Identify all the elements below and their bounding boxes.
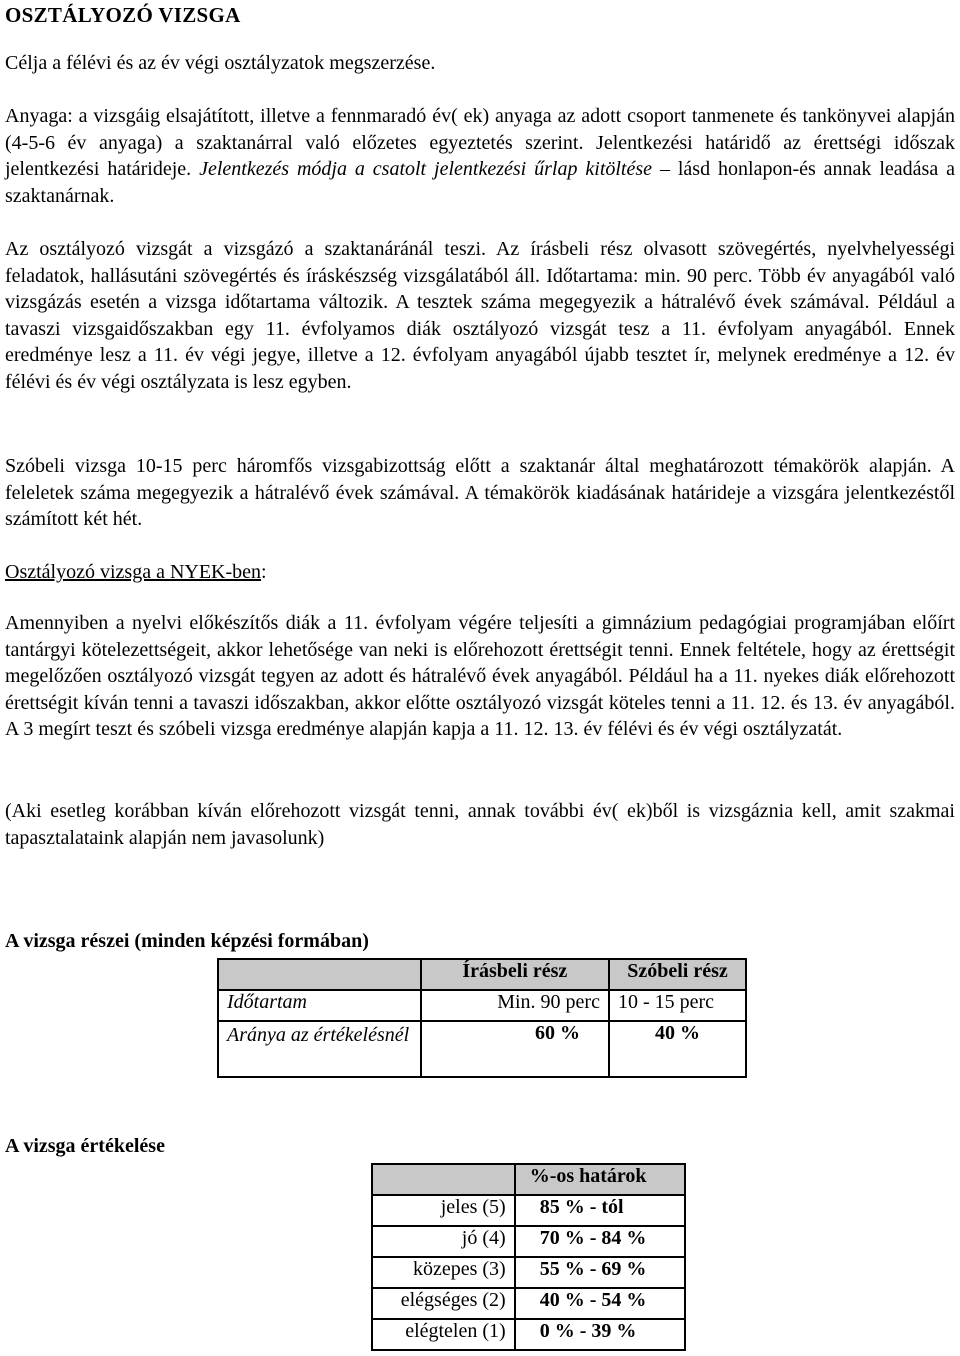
grade-range: 55 % - 69 % bbox=[515, 1257, 685, 1288]
table-row bbox=[218, 959, 746, 990]
grade-label: jó (4) bbox=[372, 1226, 515, 1257]
written-paragraph: Az osztályozó vizsgát a vizsgázó a szaktanáránál teszi. Az írásbeli rész olvasott szövegértés, nyelvhelyességi feladatok, hallásutáni szövegértés és íráskészség vizsgálatából áll. Időtartama: min. 90 perc. Több év anyagából való vizsgázás esetén a vizsga időtartama változik. A tesztek száma megegyezik a hátralévő évek számával. Például a tavaszi vizsgaidőszakban egy 11. évfolyamos diák osztályozó vizsgát tesz a 11. évfolyam anyagából. Ennek eredménye lesz a 11. év végi jegye, illetve a 12. évfolyam anyagából újabb tesztet ír, melynek eredménye a 12. év félévi és év végi osztályzata is lesz egyben. bbox=[5, 238, 955, 393]
table-row bbox=[372, 1257, 685, 1288]
table-row bbox=[372, 1195, 685, 1226]
table-row bbox=[218, 1021, 746, 1077]
grade-label: közepes (3) bbox=[372, 1257, 515, 1288]
oral-paragraph: Szóbeli vizsga 10-15 perc háromfős vizsgabizottság előtt a szaktanár által meghatározott témakörök alapján. A feleletek száma megegyezik a hátralévő évek számával. A témakörök kiadásának határideje a vizsgára jelentkezéstől számított két hét. bbox=[5, 455, 955, 531]
evaluation-table bbox=[371, 1163, 686, 1351]
grade-label: elégséges (2) bbox=[372, 1288, 515, 1319]
table-row bbox=[218, 990, 746, 1021]
eval-header: %-os határok bbox=[515, 1164, 685, 1195]
nyek-heading-text: Osztályozó vizsga a NYEK-ben bbox=[5, 561, 262, 583]
table-cell bbox=[372, 1164, 515, 1195]
ratio-oral: 40 % bbox=[609, 1021, 746, 1077]
grade-range: 0 % - 39 % bbox=[515, 1319, 685, 1350]
table-cell bbox=[218, 959, 421, 990]
duration-label: Időtartam bbox=[218, 990, 421, 1021]
note-paragraph: (Aki esetleg korábban kíván előrehozott vizsgát tenni, annak további év( ek)ből is vizsgáznia kell, amit szakmai tapasztalataink alapján nem javasolunk) bbox=[5, 800, 955, 849]
nyek-heading bbox=[5, 559, 955, 586]
grade-range: 70 % - 84 % bbox=[515, 1226, 685, 1257]
ratio-written: 60 % bbox=[421, 1021, 609, 1077]
grade-range: 85 % - tól bbox=[515, 1195, 685, 1226]
page-title: OSZTÁLYOZÓ VIZSGA bbox=[5, 3, 241, 27]
exam-parts-table bbox=[217, 958, 747, 1078]
duration-written: Min. 90 perc bbox=[421, 990, 609, 1021]
oral-col-header: Szóbeli rész bbox=[609, 959, 746, 990]
table-row bbox=[372, 1226, 685, 1257]
goal-paragraph: Célja a félévi és az év végi osztályzatok megszerzése. bbox=[5, 52, 436, 74]
parts-heading: A vizsga részei (minden képzési formában) bbox=[5, 930, 369, 952]
material-italic-text: Jelentkezés módja a csatolt jelentkezési űrlap kitöltése bbox=[199, 158, 653, 181]
written-col-header: Írásbeli rész bbox=[421, 959, 609, 990]
grade-range: 40 % - 54 % bbox=[515, 1288, 685, 1319]
evaluation-heading: A vizsga értékelése bbox=[5, 1135, 165, 1157]
material-paragraph bbox=[5, 103, 955, 209]
nyek-paragraph: Amennyiben a nyelvi előkészítős diák a 11. évfolyam végére teljesíti a gimnázium pedagógiai programjában előírt tantárgyi kötelezettségeit, akkor lehetősége van neki is előrehozott érettségit tenni. Ennek feltétele, hogy az érettségit megelőzően osztályozó vizsgát tegyen az adott és hátralévő évek anyagából. Például ha a 11. nyekes diák előrehozott érettségit kíván tenni a tavaszi időszakban, akkor előtte osztályozó vizsgát köteles tenni a 11. 12. és 13. év anyagából. A 3 megírt teszt és szóbeli vizsga eredménye alapján kapja a 11. 12. 13. év félévi és év végi osztályzatát. bbox=[5, 612, 955, 741]
duration-oral: 10 - 15 perc bbox=[609, 990, 746, 1021]
table-row bbox=[372, 1164, 685, 1195]
ratio-label: Aránya az értékelésnél bbox=[218, 1021, 421, 1077]
table-row bbox=[372, 1288, 685, 1319]
table-row bbox=[372, 1319, 685, 1350]
material-text-end: – lásd honlapon-és annak leadása a szaktanárnak. bbox=[5, 158, 955, 207]
grade-label: jeles (5) bbox=[372, 1195, 515, 1226]
material-text: Anyaga: a vizsgáig elsajátított, illetve a fennmaradó év( ek) anyaga az adott csoport tanmenete és tankönyvei alapján (4-5-6 év anyaga) a szaktanárral való előzetes egyeztetés szerint. Jelentkezési határidő az érettségi időszak jelentkezési határideje. bbox=[5, 105, 955, 181]
grade-label: elégtelen (1) bbox=[372, 1319, 515, 1350]
nyek-heading-colon: : bbox=[261, 561, 267, 583]
